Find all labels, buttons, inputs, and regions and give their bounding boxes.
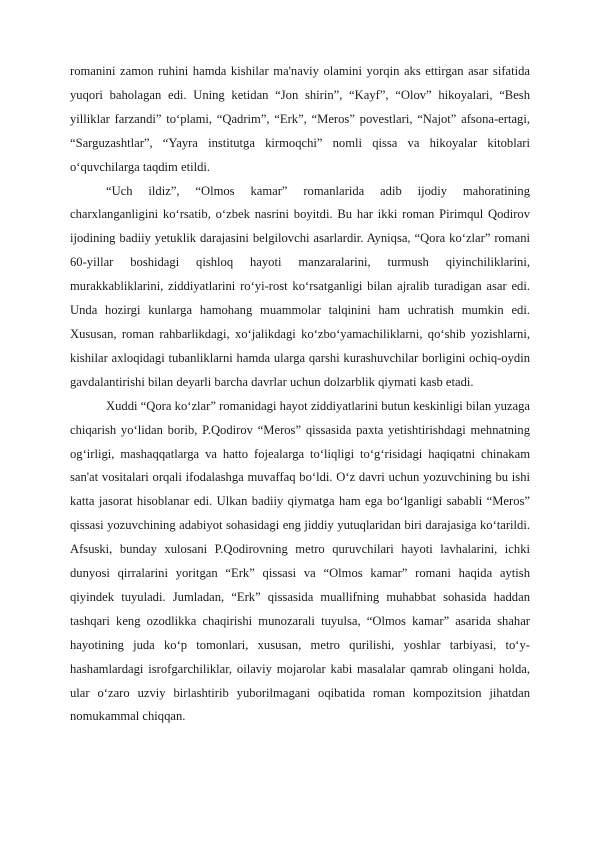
paragraph: “Uch ildiz”, “Olmos kamar” romanlarida adib ijodiy mahoratining charxlanganligini ko‘rsatib, o‘zbek nasrini boyitdi. Bu har ikki roman Pirimqul Qodirov ijodining badiiy yetuklik darajasini belgilovchi asarlardir. Ayniqsa, “Qora ko‘zlar” romani 60-yillar boshidagi qishloq hayoti manzaralarini, turmush qiyinchiliklarini, murakkabliklarini, ziddiyatlarini ro‘yi-rost ko‘rsatganligi bilan ajralib turadigan asar edi. Unda hozirgi kunlarga hamohang muammolar talqinini ham uchratish mumkin edi. Xususan, roman rahbarlikdagi, xo‘jalikdagi ko‘zbo‘yamachiliklarni, qo‘shib yozishlarni, kishilar axloqidagi tubanliklarni hamda ularga qarshi kurashuvchilar borligini ochiq-oydin gavdalantirishi bilan deyarli barcha davrlar uchun dolzarblik qiymati kasb etadi. xyxy=(70,183,530,389)
paragraph-continuation: romanini zamon ruhini hamda kishilar ma'naviy olamini yorqin aks ettirgan asar sifatida yuqori baholagan edi. Uning ketidan “Jon shirin”, “Kayf”, “Olov” hikoyalari, “Besh yilliklar farzandi” to‘plami, “Qadrim”, “Erk”, “Meros” povestlari, “Najot” afsona-ertagi, “Sarguzashtlar”, “Yayra institutga kirmoqchi” nomli qissa va hikoyalar kitoblari o‘quvchilarga taqdim etildi. xyxy=(70,64,530,174)
paragraph: Xuddi “Qora ko‘zlar” romanidagi hayot ziddiyatlarini butun keskinligi bilan yuzaga chiqarish yo‘lidan borib, P.Qodirov “Meros” qissasida paxta yetishtirishdagi mehnatning og‘irligi, mashaqqatlarga va hatto fojealarga to‘liqligi to‘g‘risidagi haqiqatni chinakam san'at vositalari orqali ifodalashga muvaffaq bo‘ldi. O‘z davri uchun yozuvchining bu ishi katta jasorat hisoblanar edi. Ulkan badiiy qiymatga ham ega bo‘lganligi sababli “Meros” qissasi yozuvchining adabiyot sohasidagi eng jiddiy yutuqlaridan biri darajasiga ko‘tarildi. Afsuski, bunday xulosani P.Qodirovning metro quruvchilari hayoti lavhalarini, ichki dunyosi qirralarini yoritgan “Erk” qissasi va “Olmos kamar” romani haqida aytish qiyindek tuyuladi. Jumladan, “Erk” qissasida muallifning muhabbat sohasida haddan tashqari keng ozodlikka chaqirishi munozarali tuyulsa, “Olmos kamar” asarida shahar hayotining juda ko‘p tomonlari, xususan, metro qurilishi, yoshlar tarbiyasi, to‘y-hashamlardagi isrofgarchiliklar, oilaviy mojarolar kabi masalalar qamrab olingani holda, ular o‘zaro uzviy birlashtirib yuborilmagani oqibatida roman kompozitsion jihatdan nomukammal chiqqan. xyxy=(70,398,530,724)
body-text xyxy=(70,60,530,729)
